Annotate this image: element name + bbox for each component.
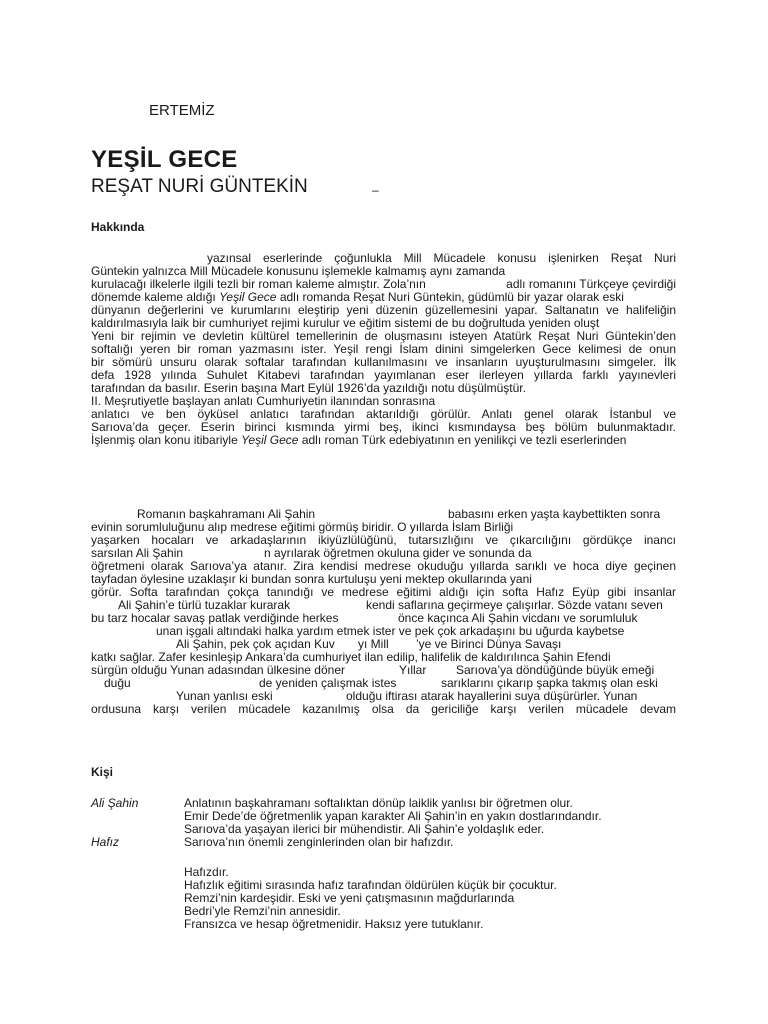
summary-line: kendi saflarına geçirmeye çalışırlar. Sözde vatanı seven xyxy=(366,598,663,612)
character-desc: Hafızdır. xyxy=(184,865,229,879)
document-kicker: ERTEMİZ xyxy=(149,102,215,119)
character-name: Hafız xyxy=(91,835,120,849)
summary-line: Yıllar xyxy=(399,663,427,677)
about-heading: Hakkında xyxy=(91,220,145,234)
summary-line: babasını erken yaşta kaybettikten sonra xyxy=(448,507,661,521)
character-desc: Remzi’nin kardeşidir. Eski ve yeni çatışmasının mağdurlarında xyxy=(184,891,515,905)
character-name: Ali Şahin xyxy=(91,796,139,810)
summary-line: olduğu iftirası atarak hayallerini suya düşürürler. Yunan xyxy=(346,689,638,703)
about-line: adlı romanını Türkçeye çevirdiği xyxy=(506,277,676,291)
about-line: II. Meşrutiyetle başlayan anlatı Cumhuriyetin ilanından sonrasına xyxy=(91,394,436,408)
about-text: adlı roman Türk edebiyatının en yenilikçi ve tezli eserlerinden xyxy=(301,433,627,447)
summary-line: önce kaçınca Ali Şahin vicdanı ve sorumluluk xyxy=(398,611,638,625)
about-line: Sarıova’da geçer. Eserin birinci kısmında yirmi beş, ikinci kısmındaysa beş bölüm bulunmaktadır. xyxy=(91,420,676,434)
about-line: kurulacağı ilkelerle ilgili tezli bir roman kaleme almıştır. Zola’nın xyxy=(91,277,426,291)
summary-line: görür. Softa tarafından çokça tanındığı ve medrese eğitimi aldığı için softa Hafız Eyüp gibi insanlar xyxy=(91,585,676,599)
about-line: Yeni bir rejimin ve devletin kültürel temellerinin de oluşmasını isteyen Atatürk Reşat Nuri Güntekin’den xyxy=(91,329,676,343)
summary-line: öğretmeni olarak Sarıova’ya atanır. Zira kendisi medrese okuduğu yıllarda sarıklı ve hoca diye geçinen xyxy=(91,559,676,573)
about-text: adlı romanda Reşat Nuri Güntekin, güdümlü bir yazar olarak eski xyxy=(279,290,624,304)
summary-line: Ali Şahin, pek çok açıdan Kuv xyxy=(176,637,335,651)
novel-title-italic: Yeşil Gece xyxy=(241,433,299,447)
author-dash: – xyxy=(372,183,379,197)
about-line: Güntekin yalnızca Mill Mücadele konusunu işlemekle kalmamış aynı zamanda xyxy=(91,264,506,278)
summary-line: unan işgali altındaki halka yardım etmek ister ve pek çok arkadaşını bu uğurda kaybetse xyxy=(156,624,625,638)
summary-line: de yeniden çalışmak istes xyxy=(259,676,397,690)
about-text: dönemde kaleme aldığı xyxy=(91,290,216,304)
character-desc: Sarıova’da yaşayan ilerici bir mühendistir. Ali Şahin’e yoldaşlık eder. xyxy=(184,822,545,836)
summary-line: ordusuna karşı verilen mücadele kazanılmış olsa da gericiliğe karşı verilen mücadele devam xyxy=(91,702,676,716)
about-line: yazınsal eserlerinde çoğunlukla Mill Mücadele konusu işlenirken Reşat Nuri xyxy=(207,251,676,265)
about-line: tarafından da basılır. Eserin başına Mart Eylül 1926’da yazıldığı notu düşülmüştür. xyxy=(91,381,526,395)
about-line: kaldırılmasıyla laik bir cumhuriyet rejimi kurulur ve eğitim sistemi de bu doğrultuda yeniden oluşt xyxy=(91,316,600,330)
document-title: YEŞİL GECE xyxy=(91,146,238,173)
summary-line: ’ye ve Birinci Dünya Savaşı xyxy=(416,637,562,651)
summary-line: Ali Şahin’e türlü tuzaklar kurarak xyxy=(118,598,291,612)
summary-line: evinin sorumluluğunu alıp medrese eğitimi görmüş biridir. O yıllarda İslam Birliği xyxy=(91,520,514,534)
summary-line: bu tarz hocalar savaş patlak verdiğinde herkes xyxy=(91,611,339,625)
novel-title-italic: Yeşil Gece xyxy=(219,290,277,304)
character-desc: Sarıova’nın önemli zenginlerinden olan bir hafızdır. xyxy=(184,835,454,849)
characters-heading: Kişi xyxy=(91,765,114,779)
about-line: dünyanın değerlerini ve kurumlarını eleştirip yeni düzenin güzellemesini yapar. Saltanatın ve halifeliğin xyxy=(91,303,676,317)
about-line: defa 1928 yılında Suhulet Kitabevi tarafından yayımlanan eser ilerleyen yıllarda farklı yayınevleri xyxy=(91,368,676,382)
character-desc: Hafızlık eğitimi sırasında hafız tarafından öldürülen küçük bir çocuktur. xyxy=(184,878,557,892)
about-line: softalığı yeren bir roman yazmasını ister. Yeşil rengi İslam dinini simgelerken Gece kelimesi de onun xyxy=(91,342,676,356)
summary-line: Sarıova’ya döndüğünde büyük emeği xyxy=(456,663,655,677)
summary-line: Yunan yanlısı eski xyxy=(176,689,273,703)
summary-line: yı Mill xyxy=(358,637,389,651)
summary-line: sarsılan Ali Şahin xyxy=(91,546,184,560)
character-desc: Emir Dede’de öğretmenlik yapan karakter Ali Şahin’in en yakın dostlarındandır. xyxy=(184,809,602,823)
document-author: REŞAT NURİ GÜNTEKİN xyxy=(91,176,308,197)
character-desc: Bedri’yle Remzi’nin annesidir. xyxy=(184,904,341,918)
summary-line: n ayrılarak öğretmen okuluna gider ve sonunda da xyxy=(264,546,532,560)
character-desc: Anlatının başkahramanı softalıktan dönüp laiklik yanlısı bir öğretmen olur. xyxy=(184,796,573,810)
summary-line: sarıklarını çıkarıp şapka takmış olan eski xyxy=(441,676,658,690)
character-desc: Fransızca ve hesap öğretmenidir. Haksız yere tutuklanır. xyxy=(184,917,484,931)
about-line xyxy=(91,434,626,447)
summary-line: duğu xyxy=(104,676,131,690)
summary-line: yaşarken hocaları ve arkadaşlarının ikiyüzlülüğünü, tutarsızlığını ve çıkarcılığını gördükçe inancı xyxy=(91,533,676,547)
about-line: anlatıcı ve ben öyküsel anlatıcı tarafından aktarıldığı görülür. Anlatı genel olarak İstanbul ve xyxy=(91,407,676,421)
summary-line: sürgün olduğu Yunan adasından ülkesine döner xyxy=(91,663,345,677)
about-text: İşlenmiş olan konu itibariyle xyxy=(91,433,238,447)
summary-line: Romanın başkahramanı Ali Şahin xyxy=(137,507,316,521)
summary-line: katkı sağlar. Zafer kesinleşip Ankara’da cumhuriyet ilan edilip, halifelik de kaldırılınca Şahin Efendi xyxy=(91,650,611,664)
summary-line: tayfadan öylesine uzaklaşır ki bundan sonra kurtuluşu yeni mektep okullarında yani xyxy=(91,572,532,586)
about-line: bir sömürü unsuru olarak softalar tarafından kullanılmasını ve insanların uyuşturulmasını simgeler. İlk xyxy=(91,355,676,369)
